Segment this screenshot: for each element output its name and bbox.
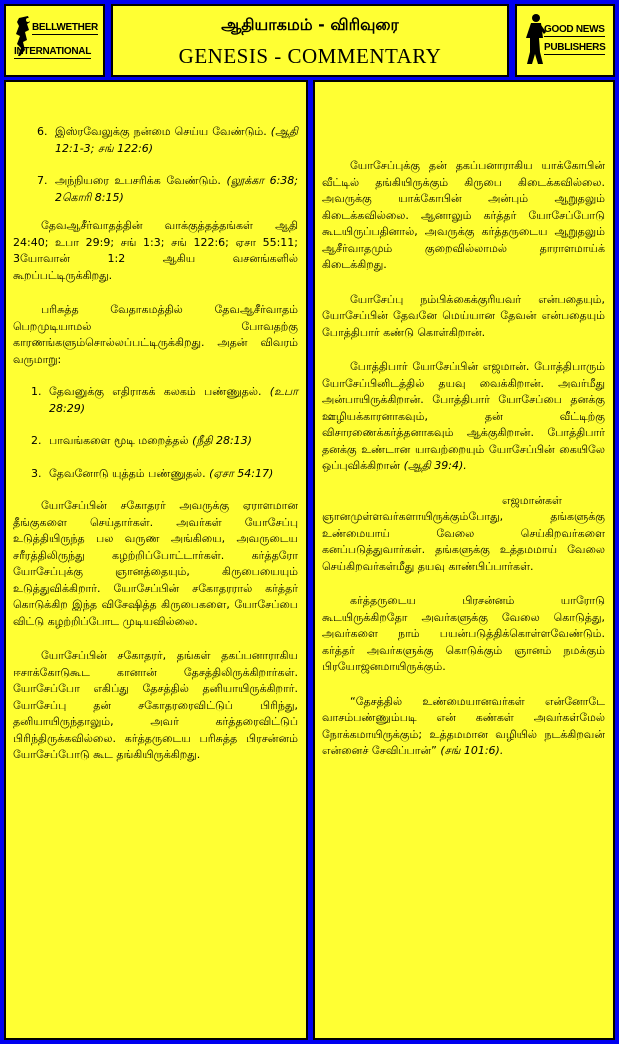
list-item bbox=[13, 384, 298, 417]
list-number: 1. bbox=[31, 385, 42, 398]
list-number: 2. bbox=[31, 434, 42, 447]
list-item bbox=[13, 466, 298, 483]
list-item bbox=[13, 173, 298, 206]
paragraph: தேவஆசீர்வாதத்தின் வாக்குத்தத்தங்கள் ஆதி 24:40; உபா 29:9; சங் 1:3; சங் 122:6; ஏசா 55:11; 3யோவான் 1:2 ஆகிய வசனங்களில் கூறப்பட்டிருக்கிறது. bbox=[13, 219, 298, 282]
scripture-ref: (லூக்கா 6:38; 2கொரி 8:15) bbox=[55, 174, 299, 204]
list-text: அந்நியரை உபசரிக்க வேண்டும். (லூக்கா 6:38; 2கொரி 8:15) bbox=[55, 174, 299, 204]
paragraph: யோசேப்பு நம்பிக்கைக்குரியவர் என்பதையும், யோசேப்பின் தேவனே மெய்யான தேவன் என்பதையும் போத்திபார் கண்டு கொள்கிறான். bbox=[322, 292, 605, 339]
quote-paragraph: “தேசத்தில் உண்மையானவர்கள் என்னோடே வாசம்பண்ணும்படி என் கண்கள் அவர்கள்மேல் நோக்கமாயிருக்கும்; உத்தமமான வழியில் நடக்கிறவன் என்னைச் சேவிப்பான்” (சங் 101:6). bbox=[322, 694, 605, 757]
sower-figure-icon bbox=[523, 12, 547, 66]
list-number: 7. bbox=[37, 174, 48, 187]
header-title-box bbox=[111, 4, 509, 77]
right-logo-line2: PUBLISHERS bbox=[544, 42, 606, 53]
left-logo-line2: INTERNATIONAL bbox=[14, 46, 92, 57]
left-logo-line1: BELLWETHER bbox=[32, 22, 98, 33]
list-item bbox=[13, 124, 298, 157]
paragraph: யோசேப்புக்கு தன் தகப்பனாராகிய யாக்கோபின் வீட்டில் தங்கியிருக்கும் கிருபை கிடைக்கவில்லை. அவருக்கு யாக்கோபின் அன்பும் ஆறுதலும் கிடைக்கவில்லை. ஆனாலும் கர்த்தர் யோசேப்போடு கூடயிருப்பதினால், அவருக்கு கர்த்தருடைய ஆறுதலும் ஆசீர்வாதமும் குறைவில்லாமல் தாராளமாய்க் கிடைக்கிறது. bbox=[322, 159, 605, 271]
scripture-ref: (சங் 101:6). bbox=[440, 744, 504, 757]
scripture-ref: (ஆதி 39:4). bbox=[403, 459, 467, 472]
list-text: இஸ்ரவேலுக்கு நன்மை செய்ய வேண்டும். (ஆதி 12:1-3; சங் 122:6) bbox=[55, 125, 299, 155]
list-number: 6. bbox=[37, 125, 48, 138]
scripture-ref: (உபா 28:29) bbox=[49, 385, 298, 415]
paragraph: கர்த்தருடைய பிரசன்னம் யாரோடு கூடயிருக்கிறதோ அவர்களுக்கு வேலை கொடுத்து, அவர்களை நாம் பயன்படுத்திக்கொள்ளவேண்டும். கர்த்தர் அவர்களுக்கு கொடுக்கும் ஞானம் நமக்கும் பிரயோஜனமாயிருக்கும். bbox=[322, 594, 605, 673]
paragraph: பரிசுத்த வேதாகமத்தில் தேவஆசீர்வாதம் பெறமுடியாமல் போவதற்கு காரணங்களும்சொல்லப்பட்டிருக்கிறது. அதன் விவரம் வருமாறு: bbox=[13, 303, 298, 366]
title-english: GENESIS - COMMENTARY bbox=[178, 44, 442, 68]
scripture-ref: (நீதி 28:13) bbox=[192, 434, 252, 447]
paragraph: போத்திபார் யோசேப்பின் எஜமான். போத்திபாரும் யோசேப்பினிடத்தில் தயவு வைக்கிறான். அவர்மீது அன்பாயிருக்கிறான். போத்திபார் யோசேப்பை தனக்கு ஊழியக்காரனாகவும், தன் வீட்டிற்கு விசாரணைக்கர்த்தனாகவும் ஆக்குகிறான். போத்திபார் தனக்கு உண்டான யாவற்றையும் யோசேப்பின் கையிலே ஒப்புவிக்கிறான் (ஆதி 39:4). bbox=[322, 360, 605, 472]
good-news-logo bbox=[515, 4, 615, 77]
scripture-ref: (ஏசா 54:17) bbox=[209, 466, 274, 480]
list-number: 3. bbox=[31, 466, 42, 480]
title-tamil: ஆதியாகமம் - விரிவுரை bbox=[221, 15, 399, 34]
right-logo-line1: GOOD NEWS bbox=[544, 24, 605, 35]
scripture-ref: (ஆதி 12:1-3; சங் 122:6) bbox=[55, 125, 299, 155]
bellwether-logo bbox=[4, 4, 105, 77]
paragraph: யோசேப்பின் சகோதரர், தங்கள் தகப்பனாராகிய ஈசாக்கோடுகூட கானான் தேசத்திலிருக்கிறார்கள். யோசேப்போ எகிப்து தேசத்தில் தனியாயிருக்கிறார். யோசேப்பு தன் சகோதரரைவிட்டுப் பிரிந்து, தனியாயிருந்தாலும், அவர் கர்த்தரைவிட்டுப் பிரிந்திருக்கவில்லை. கர்த்தருடைய பரிசுத்த பிரசன்னம் யோசேப்போடு கூட தங்கியிருக்கிறது. bbox=[13, 649, 298, 761]
list-text: தேவனுக்கு எதிராகக் கலகம் பண்ணுதல். (உபா 28:29) bbox=[49, 385, 298, 415]
list-text: பாவங்களை மூடி மறைத்தல் (நீதி 28:13) bbox=[49, 434, 252, 447]
right-column bbox=[313, 80, 615, 1040]
paragraph: யோசேப்பின் சகோதரர் அவருக்கு ஏராளமான தீங்குகளை செய்தார்கள். அவர்கள் யோசேப்பு உடுத்தியிருந்த பல வருண அங்கியை, அவருடைய சரீரத்திலிருந்து கழற்றிப்போட்டார்கள். கர்த்தரோ யோசேப்புக்கு ஞானத்தையும், கிருபையையும் உடுத்துவிக்கிறார். யோசேப்பின் சகோதரரால் கர்த்தர் கொடுக்கிற இந்த விசேஷித்த கிருபைகளை, யோசேப்பை விட்டு கழற்றிப்போட முடியவில்லை. bbox=[13, 499, 298, 628]
list-item bbox=[13, 433, 298, 450]
left-column bbox=[4, 80, 308, 1040]
paragraph: எஜமான்கள் ஞானமுள்ளவர்களாயிருக்கும்போது, தங்களுக்கு உண்மையாய் வேலை செய்கிறவர்களை கனப்படுத்துவார்கள். தங்களுக்கு உத்தமமாய் வேலை செய்கிறவர்கள்மீது தயவு காண்பிப்பார்கள். bbox=[322, 493, 605, 573]
list-text: தேவனோடு யுத்தம் பண்ணுதல். (ஏசா 54:17) bbox=[49, 466, 274, 480]
